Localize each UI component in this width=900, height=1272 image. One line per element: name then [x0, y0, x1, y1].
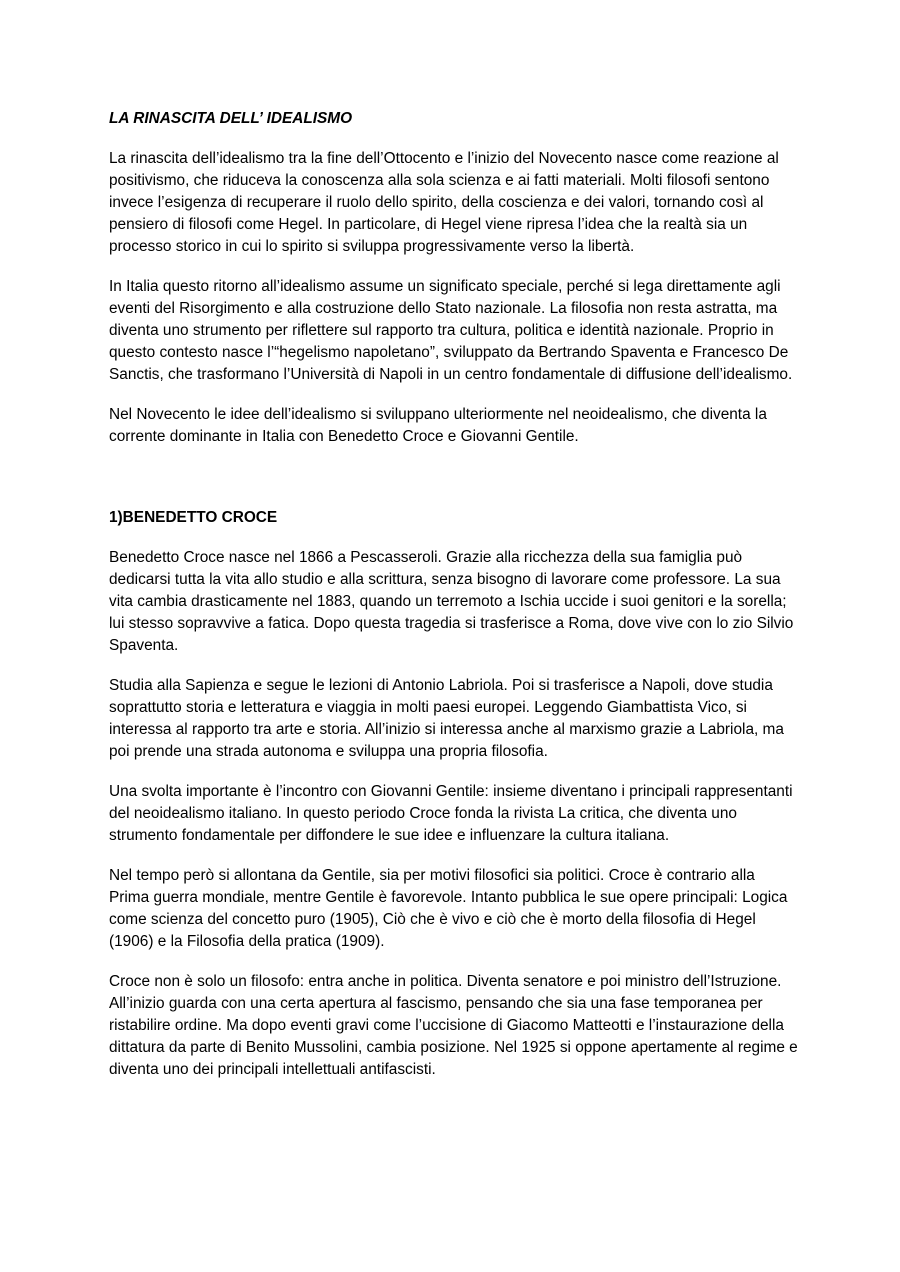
intro-paragraph-1: La rinascita dell’idealismo tra la fine dell’Ottocento e l’inizio del Novecento nasce come reazione al positivismo, che riduceva la conoscenza alla sola scienza e ai fatti materiali. Molti filosofi sentono invece l’esigenza di recuperare il ruolo dello spirito, della coscienza e dei valori, tornando così al pensiero di filosofi come Hegel. In particolare, di Hegel viene ripresa l’idea che la realtà sia un processo storico in cui lo spirito si sviluppa progressivamente verso la libertà. — [109, 150, 779, 255]
croce-paragraph-5: Croce non è solo un filosofo: entra anche in politica. Diventa senatore e poi ministro dell’Istruzione. All’inizio guarda con una certa apertura al fascismo, pensando che sia una fase temporanea per ristabilire ordine. Ma dopo eventi gravi come l’uccisione di Giacomo Matteotti e l’instaurazione della dittatura da parte di Benito Mussolini, cambia posizione. Nel 1925 si oppone apertamente al regime e diventa uno dei principali intellettuali antifascisti. — [109, 973, 798, 1078]
croce-paragraph-3: Una svolta importante è l’incontro con Giovanni Gentile: insieme diventano i principali rappresentanti del neoidealismo italiano. In questo periodo Croce fonda la rivista La critica, che diventa uno strumento fondamentale per diffondere le sue idee e influenzare la cultura italiana. — [109, 783, 793, 844]
croce-paragraph-2: Studia alla Sapienza e segue le lezioni di Antonio Labriola. Poi si trasferisce a Napoli, dove studia soprattutto storia e letteratura e viaggia in molti paesi europei. Leggendo Giambattista Vico, si interessa al rapporto tra arte e storia. All’inizio si interessa anche al marxismo grazie a Labriola, ma poi prende una strada autonoma e sviluppa una propria filosofia. — [109, 677, 784, 760]
intro-paragraph-2: In Italia questo ritorno all’idealismo assume un significato speciale, perché si lega direttamente agli eventi del Risorgimento e alla costruzione dello Stato nazionale. La filosofia non resta astratta, ma diventa uno strumento per riflettere sul rapporto tra cultura, politica e identità nazionale. Proprio in questo contesto nasce l’“hegelismo napoletano”, sviluppato da Bertrando Spaventa e Francesco De Sanctis, che trasformano l’Università di Napoli in un centro fondamentale di diffusione dell’idealismo. — [109, 278, 793, 383]
intro-paragraph-3: Nel Novecento le idee dell’idealismo si sviluppano ulteriormente nel neoidealismo, che diventa la corrente dominante in Italia con Benedetto Croce e Giovanni Gentile. — [109, 406, 767, 445]
document-title: LA RINASCITA DELL’ IDEALISMO — [109, 110, 353, 127]
section-heading-croce: 1)BENEDETTO CROCE — [109, 509, 278, 526]
section-spacer — [109, 466, 799, 507]
croce-paragraph-4: Nel tempo però si allontana da Gentile, sia per motivi filosofici sia politici. Croce è contrario alla Prima guerra mondiale, mentre Gentile è favorevole. Intanto pubblica le sue opere principali: Logica come scienza del concetto puro (1905), Ciò che è vivo e ciò che è morto della filosofia di Hegel (1906) e la Filosofia della pratica (1909). — [109, 867, 788, 950]
croce-paragraph-1: Benedetto Croce nasce nel 1866 a Pescasseroli. Grazie alla ricchezza della sua famiglia può dedicarsi tutta la vita allo studio e alla scrittura, senza bisogno di lavorare come professore. La sua vita cambia drasticamente nel 1883, quando un terremoto a Ischia uccide i suoi genitori e la sorella; lui stesso sopravvive a fatica. Dopo questa tragedia si trasferisce a Roma, dove vive con lo zio Silvio Spaventa. — [109, 549, 794, 654]
document-page — [109, 108, 799, 1099]
